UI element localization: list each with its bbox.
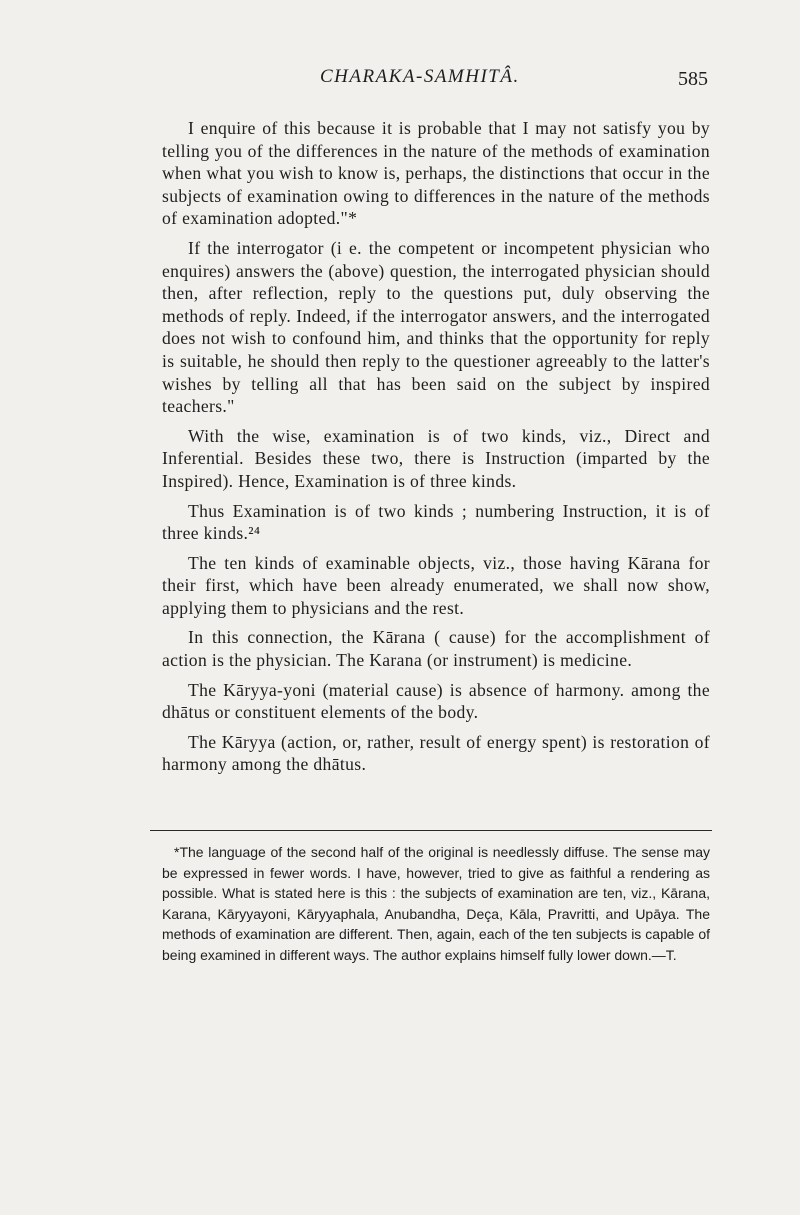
page-number: 585 — [678, 68, 708, 90]
paragraph: The ten kinds of examinable objects, viz., those having Kārana for their first, which have been already enumerated, we shall now show, applying them to physicians and the rest. — [162, 552, 710, 618]
paragraph: The Kāryya (action, or, rather, result of energy spent) is restoration of harmony among the dhātus. — [162, 731, 710, 775]
paragraph: With the wise, examination is of two kinds, viz., Direct and Inferential. Besides these two, there is Instruction (imparted by the Inspired). Hence, Examination is of three kinds. — [162, 425, 710, 491]
paragraph: Thus Examination is of two kinds ; numbering Instruction, it is of three kinds.²⁴ — [162, 500, 710, 544]
paragraph: The Kāryya-yoni (material cause) is absence of harmony. among the dhātus or constituent elements of the body. — [162, 679, 710, 723]
footnote: *The language of the second half of the original is needlessly diffuse. The sense may be expressed in fewer words. I have, however, tried to give as faithful a rendering as possible. What is stated here is this : the subjects of examination are ten, viz., Kārana, Karana, Kāryyayoni, Kāryyaphala, Anubandha, Deça, Kāla, Pravritti, and Upāya. The methods of examination are different. Then, again, each of the ten subjects is capable of being examined in different ways. The author explains himself fully lower down.—T. — [162, 844, 710, 963]
page-header — [162, 66, 710, 96]
running-title: CHARAKA-SAMHITÂ. — [320, 66, 520, 87]
paragraph: If the interrogator (i e. the competent or incompetent physician who enquires) answers the (above) question, the interrogated physician should then, after reflection, reply to the questions put, duly observing the methods of reply. Indeed, if the interrogator answers, and the interrogated does not wish to confound him, and thinks that the opportunity for reply is suitable, he should then reply to the questioner agreeably to the latter's wishes by telling all that has been said on the subject by inspired teachers." — [162, 237, 710, 417]
paragraph: I enquire of this because it is probable that I may not satisfy you by telling you of the differences in the nature of the methods of examination when what you wish to know is, perhaps, the distinctions that occur in the subjects of examination owing to differences in the nature of the methods of examination adopted."* — [162, 118, 710, 229]
paragraph: In this connection, the Kārana ( cause) for the accomplishment of action is the physician. The Karana (or instrument) is medicine. — [162, 627, 710, 671]
footnote-divider — [150, 830, 712, 831]
body-text — [162, 117, 710, 776]
